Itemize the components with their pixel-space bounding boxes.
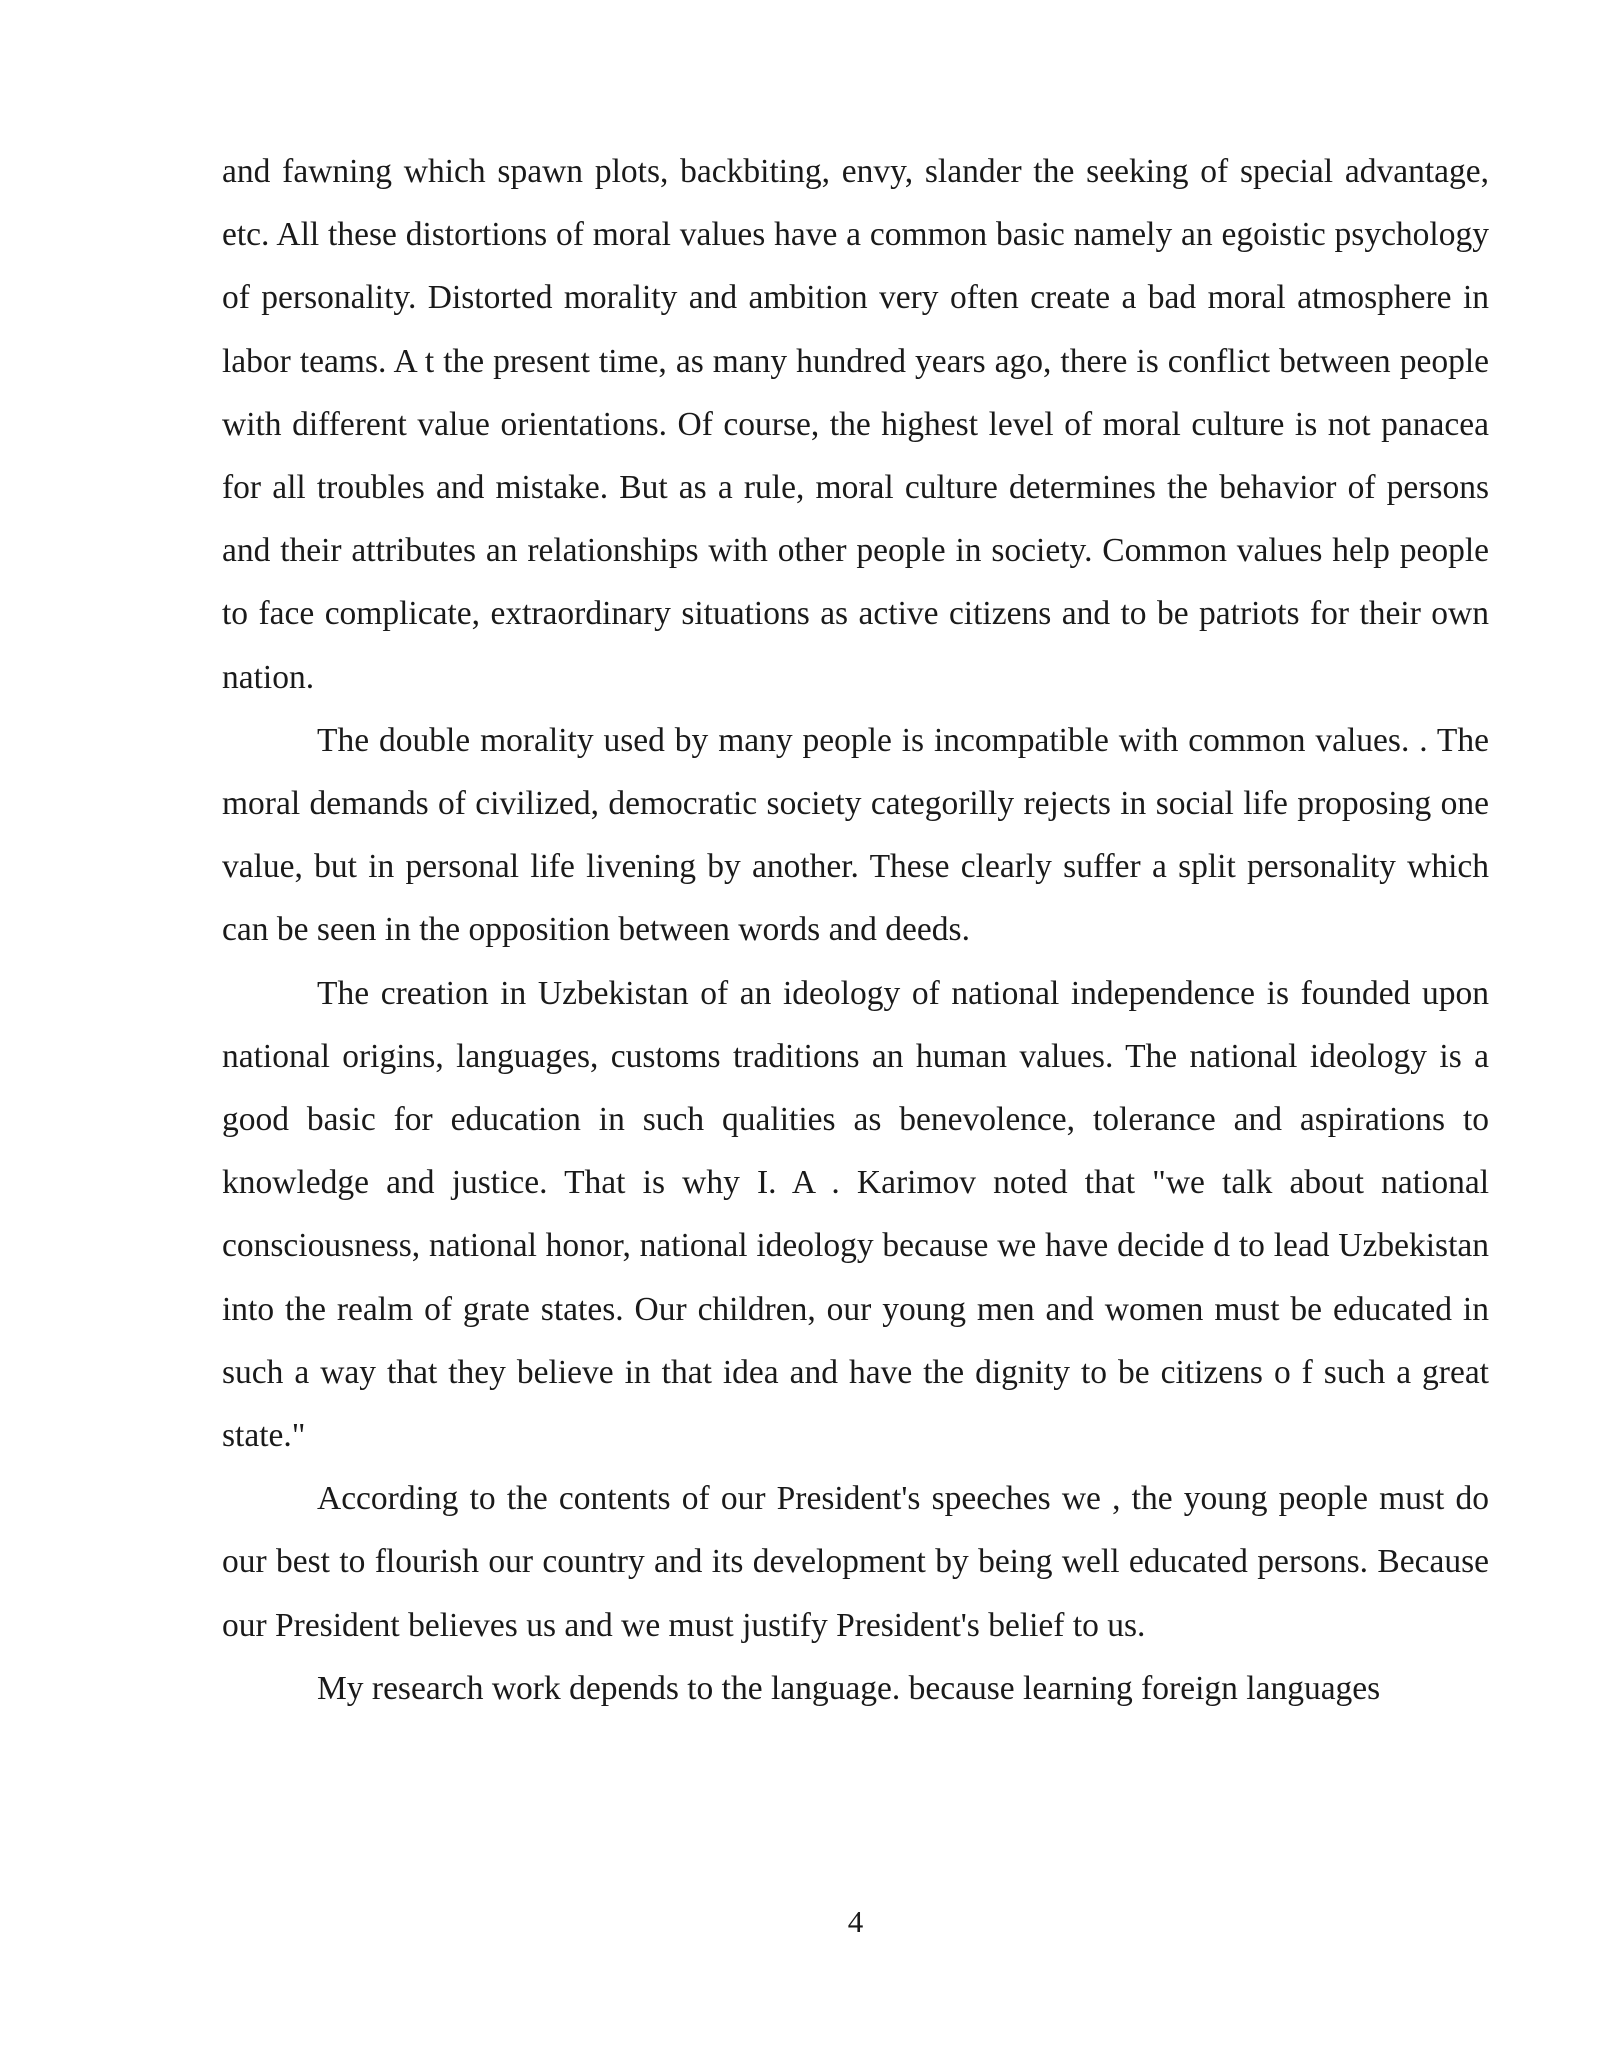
paragraph-continued: and fawning which spawn plots, backbiting, envy, slander the seeking of special advantage, etc. All these distortions of moral values have a common basic namely an egoistic psychology of personality. Distorted morality and ambition very often create a bad moral atmosphere in labor teams. A t the present time, as many hundred years ago, there is conflict between people with different value orientations. Of course, the highest level of moral culture is not panacea for all troubles and mistake. But as a rule, moral culture determines the behavior of persons and their attributes an relationships with other people in society. Common values help people to face complicate, extraordinary situations as active citizens and to be patriots for their own nation. <box>222 153 1489 696</box>
body-text <box>222 140 1489 1720</box>
paragraph-research-work: My research work depends to the language. because learning foreign languages <box>317 1669 1381 1707</box>
page-number: 4 <box>847 1904 864 1939</box>
paragraph-double-morality: The double morality used by many people is incompatible with common values. . The moral demands of civilized, democratic society categorilly rejects in social life proposing one value, but in personal life livening by another. These clearly suffer a split personality which can be seen in the opposition between words and deeds. <box>222 721 1489 949</box>
paragraph-national-ideology: The creation in Uzbekistan of an ideology of national independence is founded upon national origins, languages, customs traditions an human values. The national ideology is a good basic for education in such qualities as benevolence, tolerance and aspirations to knowledge and justice. That is why I. A . Karimov noted that "we talk about national consciousness, national honor, national ideology because we have decide d to lead Uzbekistan into the realm of grate states. Our children, our young men and women must be educated in such a way that they believe in that idea and have the dignity to be citizens o f such a great state." <box>222 974 1489 1455</box>
paragraph-president-speeches: According to the contents of our President's speeches we , the young people must do our best to flourish our country and its development by being well educated persons. Because our President believes us and we must justify President's belief to us. <box>222 1480 1489 1644</box>
